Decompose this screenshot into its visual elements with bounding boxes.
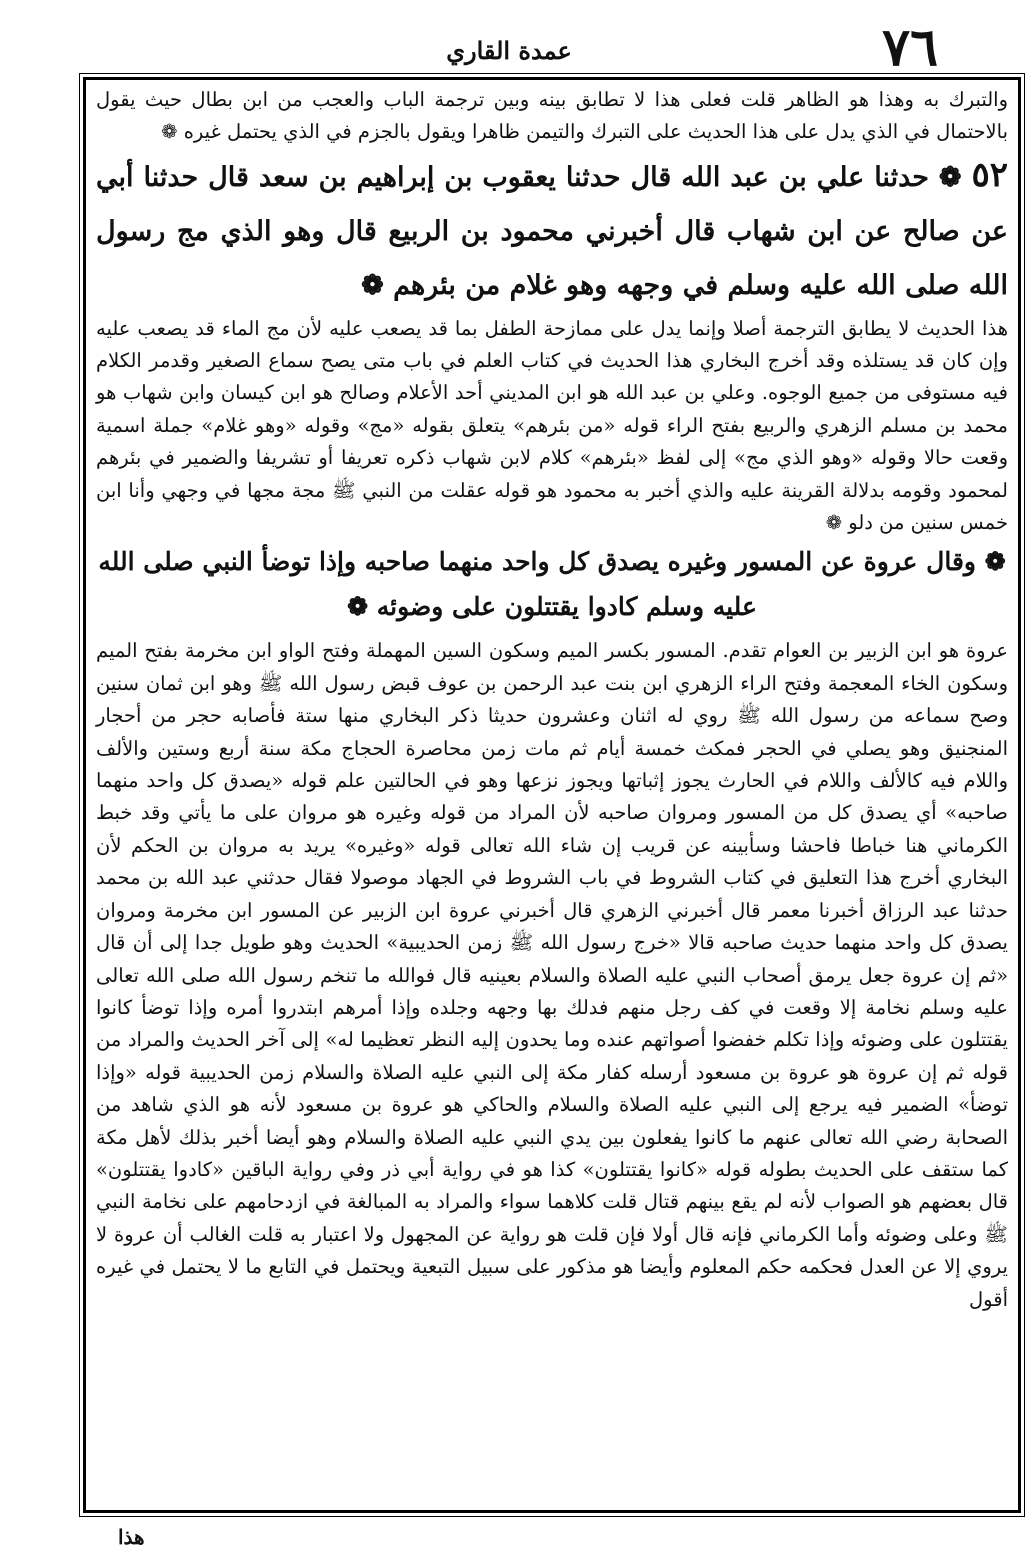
text-frame (83, 77, 1021, 1513)
commentary-paragraph-2: عروة هو ابن الزبير بن العوام تقدم. المسور بكسر الميم وسكون السين المهملة وفتح الواو ابن مخرمة بفتح الميم وسكون الخاء المعجمة وفتح الراء الزهري ابن بنت عبد الرحمن بن عوف قبض رسول الله ﷺ وهو ابن ثمان سنين وصح سماعه من رسول الله ﷺ روي له اثنان وعشرون حديثا ذكر البخاري منها ستة فأصابه حجر من أحجار المنجنيق وهو يصلي في الحجر فمكث خمسة أيام ثم مات زمن محاصرة الحجاج مكة سنة أربع وستين والألف واللام فيه كالألف واللام في الحارث يجوز إثباتها ويجوز نزعها وهو في الحالتين علم قوله «يصدق كل واحد منهما صاحبه» أي يصدق كل من المسور ومروان صاحبه لأن المراد من قوله وغيره هو مروان على ما يأتي وقد خبط الكرماني هنا خباطا فاحشا وسأبينه عن قريب إن شاء الله تعالى قوله «وغيره» يريد به مروان بن الحكم لأن البخاري أخرج هذا التعليق في كتاب الشروط في باب الشروط في الجهاد موصولا فقال حدثني عبد الله بن محمد حدثنا عبد الرزاق أخبرنا معمر قال أخبرني الزهري قال أخبرني عروة ابن الزبير عن المسور ابن مخرمة ومروان يصدق كل واحد منهما حديث صاحبه قالا «خرج رسول الله ﷺ زمن الحديبية» الحديث وهو طويل جدا إلى أن قال «ثم إن عروة جعل يرمق أصحاب النبي عليه الصلاة والسلام بعينيه قال فوالله ما تنخم رسول الله صلى الله تعالى عليه وسلم نخامة إلا وقعت في كف رجل منهم فدلك بها وجهه وجلده وإذا أمرهم ابتدروا أمره وإذا توضأ كانوا يقتتلون على وضوئه وإذا تكلم خفضوا أصواتهم عنده وما يحدون إليه النظر تعظيما له» إلى آخر الحديث والمراد من قوله ثم إن عروة هو عروة بن مسعود أرسله كفار مكة إلى النبي عليه الصلاة والسلام زمن الحديبية قوله «وإذا توضأ» الضمير فيه يرجع إلى النبي عليه الصلاة والسلام والحاكي هو عروة بن مسعود لأنه هو الذي شاهد من الصحابة رضي الله تعالى عنهم ما كانوا يفعلون بين يدي النبي عليه الصلاة والسلام وهو أيضا أخبر بذلك لأهل مكة كما ستقف على الحديث بطوله قوله «كانوا يقتتلون» كذا هو في رواية أبي ذر وفي رواية الباقين «كادوا يقتتلون» قال بعضهم هو الصواب لأنه لم يقع بينهم قتال قلت كلاهما سواء والمراد به المبالغة في ازدحامهم على نخامة النبي ﷺ وعلى وضوئه وأما الكرماني فإنه قال أولا فإن قلت هو رواية عن المجهول ولا اعتبار به قلت الغالب أن عروة لا يروي إلا عن العدل فحكمه حكم المعلوم وأيضا هو مذكور على سبيل التبعية ويحتمل في التابع ما لا يحتمل في غيره أقول (96, 639, 1008, 1311)
hadith-52 (96, 148, 1008, 313)
catchword: هذا (118, 1525, 145, 1549)
hadith-52-text: ❁ حدثنا علي بن عبد الله قال حدثنا يعقوب بن إبراهيم بن سعد قال حدثنا أبي عن صالح عن ابن شهاب قال أخبرني محمود بن الربيع قال وهو الذي مج رسول الله صلى الله عليه وسلم في وجهه وهو غلام من بئرهم ❁ (96, 161, 1008, 301)
hadith-ta-liq: ❁ وقال عروة عن المسور وغيره يصدق كل واحد منهما صاحبه وإذا توضأ النبي صلى الله عليه وسلم كادوا يقتتلون على وضوئه ❁ (98, 547, 1006, 622)
page-header (80, 18, 938, 80)
running-title: عمدة القاري (446, 36, 572, 65)
hadith-number: ٥٢ (971, 154, 1008, 195)
page-body (96, 84, 1008, 1504)
intro-paragraph: والتبرك به وهذا هو الظاهر قلت فعلى هذا لا تطابق بينه وبين ترجمة الباب والعجب من ابن بطال حيث يقول بالاحتمال في الذي يدل على هذا الحديث على التبرك والتيمن ظاهرا ويقول بالجزم في الذي يحتمل غيره ❁ (96, 88, 1008, 143)
page-number: ٧٦ (882, 17, 938, 78)
commentary-paragraph-1: هذا الحديث لا يطابق الترجمة أصلا وإنما يدل على ممازحة الطفل بما قد يصعب عليه لأن مج الماء قد يصعب عليه وإن كان قد يستلذه وقد أخرج البخاري هذا الحديث في كتاب العلم في باب متى يصح سماع الصغير وقدمر الكلام فيه مستوفى من جميع الوجوه. وعلي بن عبد الله هو ابن المديني أحد الأعلام وصالح هو ابن كيسان وابن شهاب هو محمد بن مسلم الزهري والربيع بفتح الراء قوله «من بئرهم» يتعلق بقوله «مج» وقوله «وهو غلام» جملة اسمية وقعت حالا وقوله «وهو الذي مج» إلى لفظ «بئرهم» كلام لابن شهاب ذكره تعريفا أو تشريفا والضمير في بئرهم لمحمود وقومه بدلالة القرينة عليه والذي أخبر به محمود هو قوله عقلت من النبي ﷺ مجة مجها في وجهي وأنا ابن خمس سنين من دلو ❁ (96, 316, 1008, 535)
